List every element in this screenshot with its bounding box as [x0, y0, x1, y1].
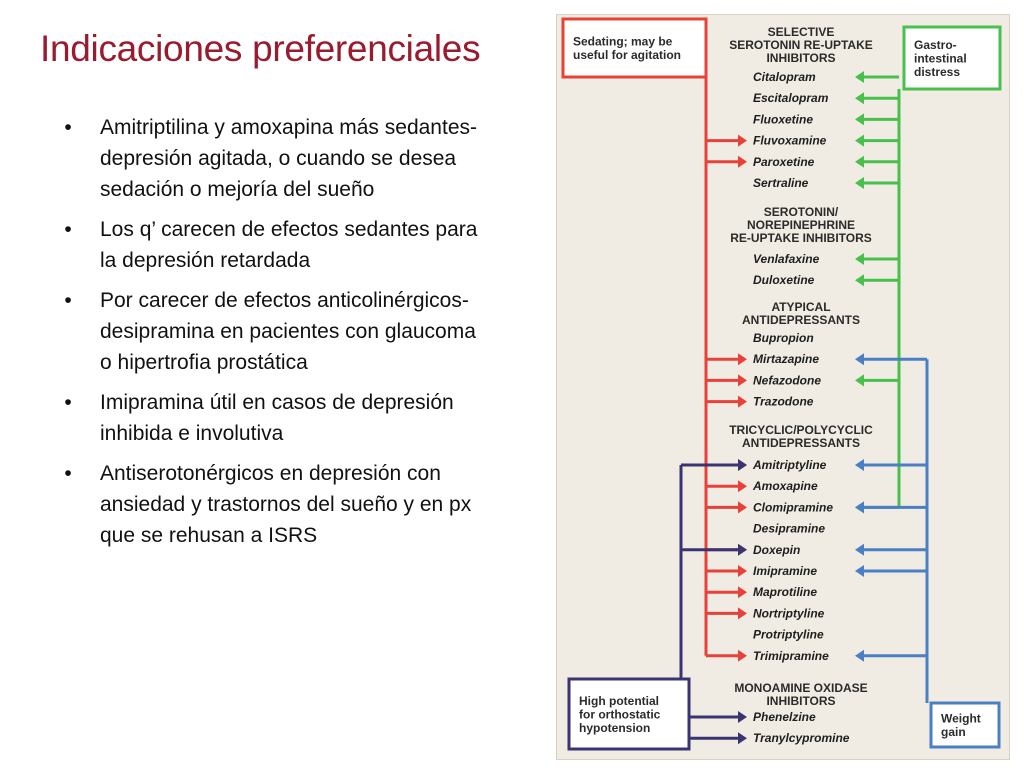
- drug-name: Nefazodone: [753, 373, 822, 388]
- arrow-head-icon: [855, 71, 864, 83]
- bullet-text: Antiserotonérgicos en depresión con ansiedad y trastornos del sueño y en px que se rehusan a ISRS: [100, 462, 472, 547]
- drug-name: Trimipramine: [753, 648, 829, 663]
- class-heading: ATYPICAL: [771, 300, 831, 314]
- class-heading: RE-UPTAKE INHIBITORS: [730, 231, 872, 245]
- class-heading: MONOAMINE OXIDASE: [734, 681, 868, 695]
- arrow-head-icon: [855, 353, 864, 365]
- slide-title: Indicaciones preferenciales: [40, 28, 481, 69]
- class-heading: SELECTIVE: [767, 25, 835, 39]
- arrow-head-icon: [855, 113, 864, 125]
- arrow-head-icon: [738, 711, 747, 723]
- arrow-head-icon: [855, 374, 864, 386]
- box-label: hypotension: [579, 720, 651, 735]
- box-label: Weight: [941, 711, 981, 726]
- arrow-head-icon: [855, 501, 864, 513]
- drug-name: Fluvoxamine: [753, 133, 827, 148]
- box-label: Sedating; may be: [573, 34, 673, 49]
- arrow-head-icon: [738, 353, 747, 365]
- arrow-head-icon: [738, 732, 747, 744]
- bullet-icon: •: [64, 462, 72, 485]
- side-effects-diagram: [557, 15, 1009, 759]
- arrow-head-icon: [738, 501, 747, 513]
- arrow-head-icon: [855, 274, 864, 286]
- bullet-text: Imipramina útil en casos de depresión inhibida e involutiva: [100, 391, 454, 445]
- arrow-head-icon: [738, 565, 747, 577]
- arrow-head-icon: [855, 92, 864, 104]
- bullet-text: Amitriptilina y amoxapina más sedantes-depresión agitada, o cuando se desea sedación o mejoría del sueño: [100, 116, 477, 201]
- drug-name: Bupropion: [753, 331, 814, 345]
- arrow-head-icon: [738, 396, 747, 408]
- arrow-head-icon: [855, 565, 864, 577]
- bullet-text: Los q’ carecen de efectos sedantes para la depresión retardada: [100, 218, 478, 272]
- arrow-head-icon: [738, 459, 747, 471]
- box-label: Gastro-: [914, 37, 957, 52]
- drug-name: Doxepin: [753, 542, 801, 557]
- class-heading: TRICYCLIC/POLYCYCLIC: [729, 423, 873, 437]
- box-label: useful for agitation: [573, 48, 681, 62]
- arrow-head-icon: [855, 135, 864, 147]
- box-label: intestinal: [914, 51, 967, 66]
- drug-name: Venlafaxine: [753, 252, 820, 266]
- bullet-icon: •: [64, 116, 72, 139]
- arrow-head-icon: [738, 156, 747, 168]
- drug-name: Tranylcypromine: [753, 731, 850, 746]
- drug-name: Clomipramine: [753, 500, 834, 515]
- bullet-text: Por carecer de efectos anticolinérgicos-desipramina en pacientes con glaucoma o hipertrofia prostática: [100, 289, 476, 374]
- bullet-item: [58, 214, 488, 276]
- class-heading: SEROTONIN RE-UPTAKE: [729, 38, 873, 52]
- arrow-head-icon: [855, 253, 864, 265]
- bullet-item: [58, 112, 488, 205]
- arrow-head-icon: [738, 135, 747, 147]
- class-heading: SEROTONIN/: [763, 205, 839, 219]
- arrow-head-icon: [855, 650, 864, 662]
- drug-name: Protriptyline: [753, 627, 824, 642]
- drug-name: Mirtazapine: [753, 352, 820, 367]
- arrow-head-icon: [855, 544, 864, 556]
- arrow-head-icon: [738, 650, 747, 662]
- bullet-list: [58, 112, 488, 560]
- bullet-icon: •: [64, 289, 72, 312]
- drug-name: Phenelzine: [753, 710, 816, 724]
- arrow-head-icon: [855, 177, 864, 189]
- class-heading: ANTIDEPRESSANTS: [741, 436, 861, 450]
- drug-name: Duloxetine: [753, 273, 815, 288]
- drug-name: Amitriptyline: [753, 458, 827, 472]
- arrow-head-icon: [738, 544, 747, 556]
- arrow-head-icon: [738, 607, 747, 619]
- class-heading: INHIBITORS: [766, 694, 836, 708]
- arrow-head-icon: [855, 459, 864, 471]
- arrow-head-icon: [855, 156, 864, 168]
- drug-name: Amoxapine: [753, 479, 818, 494]
- drug-name: Maprotiline: [753, 585, 818, 600]
- arrow-head-icon: [738, 374, 747, 386]
- bullet-icon: •: [64, 218, 72, 241]
- class-heading: ANTIDEPRESSANTS: [741, 313, 861, 327]
- bullet-icon: •: [64, 391, 72, 414]
- class-heading: NOREPINEPHRINE: [746, 218, 856, 232]
- box-label: for orthostatic: [579, 707, 661, 722]
- box-label: gain: [941, 725, 966, 739]
- bullet-item: [58, 458, 488, 551]
- drug-name: Sertraline: [753, 176, 809, 190]
- arrow-head-icon: [738, 586, 747, 598]
- drug-name: Desipramine: [753, 521, 826, 536]
- class-heading: INHIBITORS: [766, 51, 836, 65]
- drug-name: Escitalopram: [753, 91, 829, 106]
- box-label: distress: [914, 64, 961, 79]
- drug-name: Nortriptyline: [753, 606, 825, 621]
- drug-name: Citalopram: [753, 70, 816, 84]
- drug-name: Fluoxetine: [753, 112, 814, 127]
- bullet-item: [58, 387, 488, 449]
- drug-name: Trazodone: [753, 394, 814, 409]
- drug-name: Imipramine: [753, 564, 818, 578]
- arrow-head-icon: [738, 480, 747, 492]
- box-label: High potential: [579, 693, 659, 708]
- drug-name: Paroxetine: [753, 154, 815, 169]
- bullet-item: [58, 285, 488, 378]
- antidepressant-side-effects-figure: [556, 14, 1010, 760]
